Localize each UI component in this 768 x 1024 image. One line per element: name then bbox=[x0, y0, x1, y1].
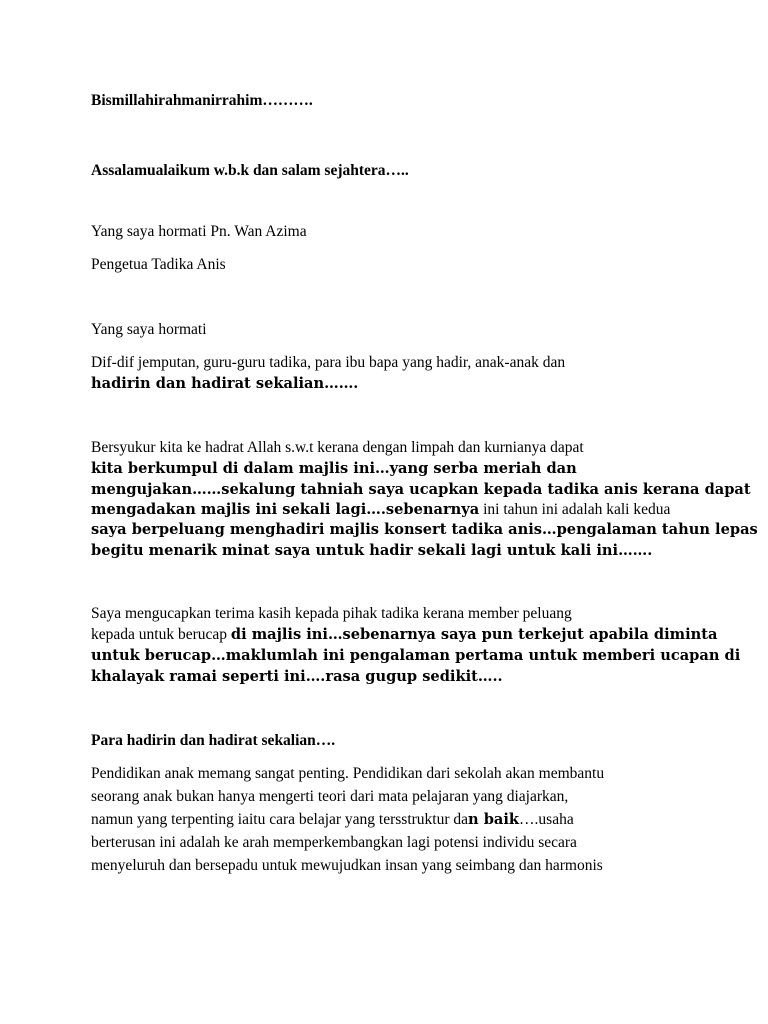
paragraph2-line1: Saya mengucapkan terima kasih kepada pihak tadika kerana member peluang bbox=[91, 605, 572, 622]
paragraph3-line1: Pendidikan anak memang sangat penting. Pendidikan dari sekolah akan membantu bbox=[91, 765, 605, 782]
paragraph2-line4: khalayak ramai seperti ini….rasa gugup sedikit….. bbox=[91, 668, 503, 685]
salutation-honored: Yang saya hormati bbox=[91, 321, 207, 338]
paragraph3-line3-tail: ….usaha bbox=[519, 811, 574, 828]
paragraph1-line4-bold: mengadakan majlis ini sekali lagi….sebenarnya bbox=[91, 501, 480, 518]
salutation-audience: hadirin dan hadirat sekalian……. bbox=[91, 375, 359, 392]
paragraph2-line3: untuk berucap…maklumlah ini pengalaman pertama untuk memberi ucapan di bbox=[91, 647, 741, 664]
paragraph1-line1: Bersyukur kita ke hadrat Allah s.w.t kerana dengan limpah dan kurnianya dapat bbox=[91, 439, 584, 456]
salutation-principal-title: Pengetua Tadika Anis bbox=[91, 256, 226, 273]
paragraph2-line2-bold: di majlis ini…sebenarnya saya pun terkejut apabila diminta bbox=[230, 626, 718, 643]
paragraph1-line3: mengujakan……sekalung tahniah saya ucapkan kepada tadika anis kerana dapat bbox=[91, 481, 751, 498]
salutation-guests: Dif-dif jemputan, guru-guru tadika, para ibu bapa yang hadir, anak-anak dan bbox=[91, 354, 566, 371]
paragraph3-line5: menyeluruh dan bersepadu untuk mewujudkan insan yang seimbang dan harmonis bbox=[91, 857, 603, 874]
paragraph1-line6: begitu menarik minat saya untuk hadir sekali lagi untuk kali ini……. bbox=[91, 542, 653, 559]
paragraph1-line5: saya berpeluang menghadiri majlis konsert tadika anis…pengalaman tahun lepas bbox=[91, 521, 758, 538]
paragraph3-line4: berterusan ini adalah ke arah memperkembangkan lagi potensi individu secara bbox=[91, 834, 577, 851]
paragraph3-line2: seorang anak bukan hanya mengerti teori dari mata pelajaran yang diajarkan, bbox=[91, 788, 569, 805]
salutation-principal-name: Yang saya hormati Pn. Wan Azima bbox=[91, 223, 307, 240]
paragraph3-line3 bbox=[91, 810, 574, 830]
paragraph2-line2-regular: kepada untuk berucap bbox=[91, 626, 231, 643]
opening-bismillah: Bismillahirahmanirrahim………. bbox=[91, 92, 313, 109]
paragraph1-line2: kita berkumpul di dalam majlis ini…yang serba meriah dan bbox=[91, 460, 577, 477]
paragraph3-line3-bold: n baik bbox=[468, 811, 520, 828]
paragraph2-line2 bbox=[91, 625, 717, 645]
paragraph3-line3-regular: namun yang terpenting iaitu cara belajar yang tersstruktur da bbox=[91, 811, 469, 828]
paragraph3-heading: Para hadirin dan hadirat sekalian…. bbox=[91, 732, 336, 749]
paragraph1-line4-regular: ini tahun ini adalah kali kedua bbox=[479, 501, 671, 518]
opening-greeting: Assalamualaikum w.b.k dan salam sejahtera….. bbox=[91, 162, 409, 179]
paragraph1-line4 bbox=[91, 500, 670, 520]
